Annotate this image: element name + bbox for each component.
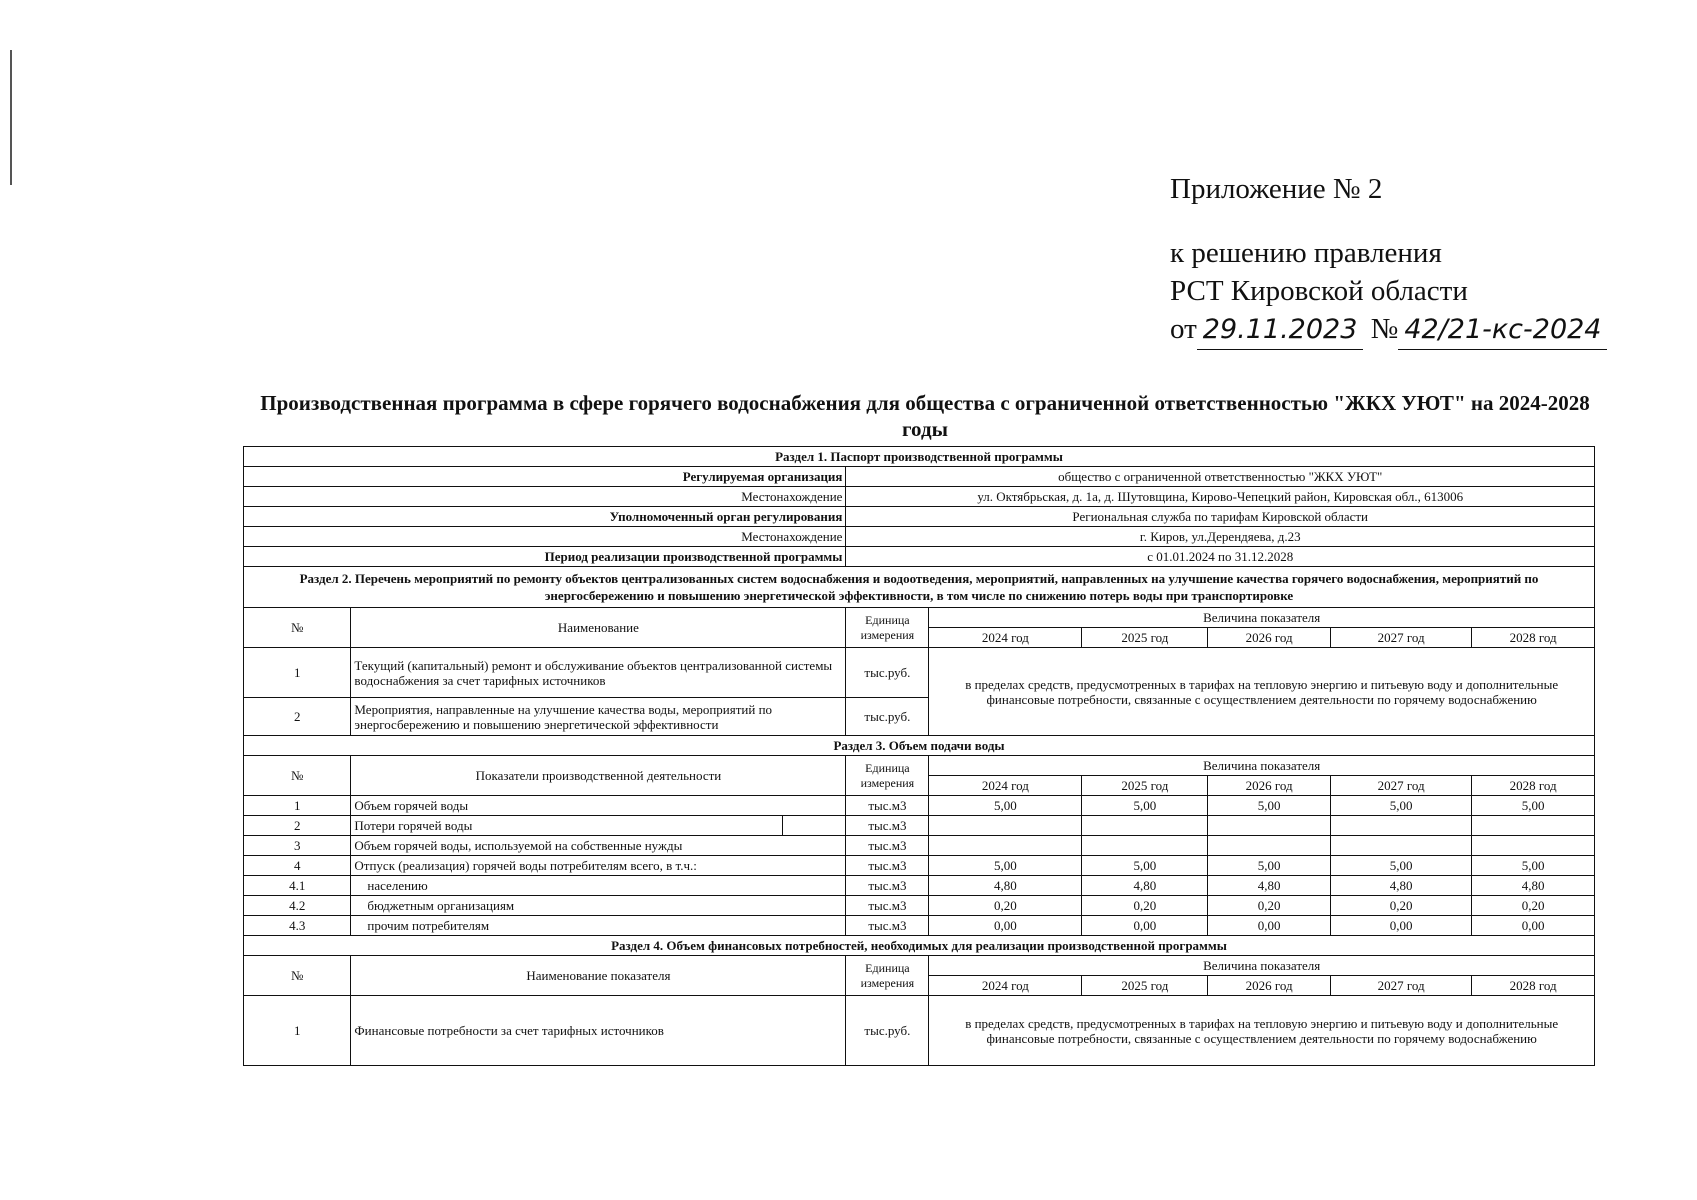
value-cell: 0,20 <box>929 896 1082 916</box>
passport-label: Уполномоченный орган регулирования <box>244 507 846 527</box>
value-cell: 4,80 <box>1082 876 1208 896</box>
value-cell: 0,00 <box>1082 916 1208 936</box>
year-header: 2024 год <box>929 776 1082 796</box>
row-unit: тыс.м3 <box>846 796 929 816</box>
year-header: 2024 год <box>929 976 1082 996</box>
year-header: 2025 год <box>1082 976 1208 996</box>
value-cell <box>1208 836 1331 856</box>
section4-heading: Раздел 4. Объем финансовых потребностей, необходимых для реализации производственной программы <box>244 936 1595 956</box>
row-name: Финансовые потребности за счет тарифных источников <box>351 996 846 1066</box>
row-name: Потери горячей воды <box>351 816 783 836</box>
value-cell: 0,00 <box>1330 916 1471 936</box>
row-unit: тыс.руб. <box>846 648 929 698</box>
row-no: 4.3 <box>244 916 351 936</box>
year-header: 2026 год <box>1208 776 1331 796</box>
value-cell: 0,00 <box>1472 916 1595 936</box>
row-unit: тыс.м3 <box>846 916 929 936</box>
scan-edge-line <box>10 50 12 185</box>
section3-heading-row <box>244 736 1595 756</box>
row-no: 4.1 <box>244 876 351 896</box>
row-unit: тыс.м3 <box>846 836 929 856</box>
value-cell <box>1082 816 1208 836</box>
passport-value: г. Киров, ул.Дерендяева, д.23 <box>846 527 1595 547</box>
year-header: 2027 год <box>1330 628 1471 648</box>
value-cell: 5,00 <box>1330 856 1471 876</box>
row-no: 4.2 <box>244 896 351 916</box>
table-row <box>244 816 1595 836</box>
table-row <box>244 996 1595 1066</box>
row-unit: тыс.руб. <box>846 698 929 736</box>
row-unit: тыс.м3 <box>846 856 929 876</box>
table-row <box>244 876 1595 896</box>
year-header: 2028 год <box>1472 776 1595 796</box>
passport-row <box>244 527 1595 547</box>
value-cell: 5,00 <box>929 856 1082 876</box>
year-header: 2024 год <box>929 628 1082 648</box>
value-cell <box>929 836 1082 856</box>
row-no: 2 <box>244 816 351 836</box>
year-header: 2028 год <box>1472 976 1595 996</box>
program-table-container <box>243 446 1595 1066</box>
section2-header-row <box>244 608 1595 628</box>
row-unit: тыс.м3 <box>846 896 929 916</box>
value-cell <box>1472 836 1595 856</box>
passport-row <box>244 507 1595 527</box>
value-cell: 5,00 <box>1330 796 1471 816</box>
from-prefix: от <box>1170 313 1197 345</box>
row-no: 1 <box>244 648 351 698</box>
row-name: населению <box>351 876 846 896</box>
row-unit: тыс.руб. <box>846 996 929 1066</box>
row-name: бюджетным организациям <box>351 896 846 916</box>
handwritten-number: 42/21-кс-2024 <box>1398 311 1607 350</box>
value-cell: 0,00 <box>929 916 1082 936</box>
value-cell: 4,80 <box>1208 876 1331 896</box>
table-row <box>244 896 1595 916</box>
row-no: 2 <box>244 698 351 736</box>
col-unit-header: Единица измерения <box>846 608 929 648</box>
value-cell <box>1082 836 1208 856</box>
col-value-header: Величина показателя <box>929 956 1595 976</box>
value-cell: 5,00 <box>1082 856 1208 876</box>
passport-value: Региональная служба по тарифам Кировской области <box>846 507 1595 527</box>
year-header: 2025 год <box>1082 776 1208 796</box>
row-name: Объем горячей воды <box>351 796 846 816</box>
section2-heading: Раздел 2. Перечень мероприятий по ремонту объектов централизованных систем водоснабжения и водоотведения, мероприятий, направленных на улучшение качества горячего водоснабжения, мероприятий по энергосбережению и повышению энергетической эффективности, в том числе по снижению потерь воды при транспортировке <box>244 567 1595 608</box>
handwritten-date: 29.11.2023 <box>1197 311 1364 350</box>
section2-heading-row <box>244 567 1595 608</box>
document-title: Производственная программа в сфере горячего водоснабжения для общества с ограниченной ответственностью "ЖКХ УЮТ" на 2024-2028 годы <box>260 391 1590 441</box>
number-prefix: № <box>1370 313 1399 345</box>
financing-note: в пределах средств, предусмотренных в тарифах на тепловую энергию и питьевую воду и дополнительные финансовые потребности, связанные с осуществлением деятельности по горячему водоснабжению <box>929 996 1595 1066</box>
section1-heading-row <box>244 447 1595 467</box>
passport-value: с 01.01.2024 по 31.12.2028 <box>846 547 1595 567</box>
value-cell <box>1472 816 1595 836</box>
financing-note: в пределах средств, предусмотренных в тарифах на тепловую энергию и питьевую воду и дополнительные финансовые потребности, связанные с осуществлением деятельности по горячему водоснабжению <box>929 648 1595 736</box>
table-row <box>244 648 1595 698</box>
section1-heading: Раздел 1. Паспорт производственной программы <box>244 447 1595 467</box>
section4-header-row <box>244 956 1595 976</box>
year-header: 2026 год <box>1208 976 1331 996</box>
appendix-date-number-line <box>1170 310 1607 350</box>
program-table <box>243 446 1595 1066</box>
row-name: Мероприятия, направленные на улучшение качества воды, мероприятий по энергосбережению и повышению энергетической эффективности <box>351 698 846 736</box>
appendix-header <box>1170 170 1607 350</box>
value-cell: 5,00 <box>1208 856 1331 876</box>
year-header: 2027 год <box>1330 976 1471 996</box>
passport-label: Регулируемая организация <box>244 467 846 487</box>
value-cell <box>929 816 1082 836</box>
appendix-number: Приложение № 2 <box>1170 173 1383 205</box>
col-name-header: Показатели производственной деятельности <box>351 756 846 796</box>
value-cell: 5,00 <box>1082 796 1208 816</box>
row-name: Отпуск (реализация) горячей воды потребителям всего, в т.ч.: <box>351 856 846 876</box>
empty-cell <box>783 816 846 836</box>
passport-row <box>244 467 1595 487</box>
col-name-header: Наименование <box>351 608 846 648</box>
value-cell: 0,00 <box>1208 916 1331 936</box>
table-row <box>244 856 1595 876</box>
value-cell: 4,80 <box>1472 876 1595 896</box>
passport-value: ул. Октябрьская, д. 1а, д. Шутовщина, Кирово-Чепецкий район, Кировская обл., 613006 <box>846 487 1595 507</box>
value-cell: 5,00 <box>1472 856 1595 876</box>
appendix-decision-line: к решению правления <box>1170 237 1442 269</box>
section3-heading: Раздел 3. Объем подачи воды <box>244 736 1595 756</box>
value-cell: 0,20 <box>1330 896 1471 916</box>
year-header: 2026 год <box>1208 628 1331 648</box>
passport-label: Период реализации производственной программы <box>244 547 846 567</box>
row-no: 3 <box>244 836 351 856</box>
row-name: Объем горячей воды, используемой на собственные нужды <box>351 836 846 856</box>
value-cell: 4,80 <box>1330 876 1471 896</box>
year-header: 2025 год <box>1082 628 1208 648</box>
passport-label: Местонахождение <box>244 487 846 507</box>
row-no: 4 <box>244 856 351 876</box>
value-cell <box>1330 836 1471 856</box>
row-unit: тыс.м3 <box>846 816 929 836</box>
col-no-header: № <box>244 956 351 996</box>
col-no-header: № <box>244 608 351 648</box>
col-unit-header: Единица измерения <box>846 956 929 996</box>
col-unit-header: Единица измерения <box>846 756 929 796</box>
table-row <box>244 836 1595 856</box>
col-no-header: № <box>244 756 351 796</box>
value-cell: 4,80 <box>929 876 1082 896</box>
passport-row <box>244 547 1595 567</box>
value-cell: 0,20 <box>1082 896 1208 916</box>
value-cell <box>1330 816 1471 836</box>
col-name-header: Наименование показателя <box>351 956 846 996</box>
row-unit: тыс.м3 <box>846 876 929 896</box>
row-name: Текущий (капитальный) ремонт и обслуживание объектов централизованной системы водоснабжения за счет тарифных источников <box>351 648 846 698</box>
value-cell: 0,20 <box>1472 896 1595 916</box>
value-cell: 5,00 <box>1472 796 1595 816</box>
col-value-header: Величина показателя <box>929 756 1595 776</box>
value-cell <box>1208 816 1331 836</box>
row-name: прочим потребителям <box>351 916 846 936</box>
section3-header-row <box>244 756 1595 776</box>
row-no: 1 <box>244 796 351 816</box>
passport-value: общество с ограниченной ответственностью "ЖКХ УЮТ" <box>846 467 1595 487</box>
value-cell: 5,00 <box>1208 796 1331 816</box>
year-header: 2027 год <box>1330 776 1471 796</box>
passport-row <box>244 487 1595 507</box>
year-header: 2028 год <box>1472 628 1595 648</box>
passport-label: Местонахождение <box>244 527 846 547</box>
value-cell: 0,20 <box>1208 896 1331 916</box>
col-value-header: Величина показателя <box>929 608 1595 628</box>
table-row <box>244 916 1595 936</box>
value-cell: 5,00 <box>929 796 1082 816</box>
table-row <box>244 796 1595 816</box>
section4-heading-row <box>244 936 1595 956</box>
row-no: 1 <box>244 996 351 1066</box>
appendix-authority-line: РСТ Кировской области <box>1170 275 1468 307</box>
